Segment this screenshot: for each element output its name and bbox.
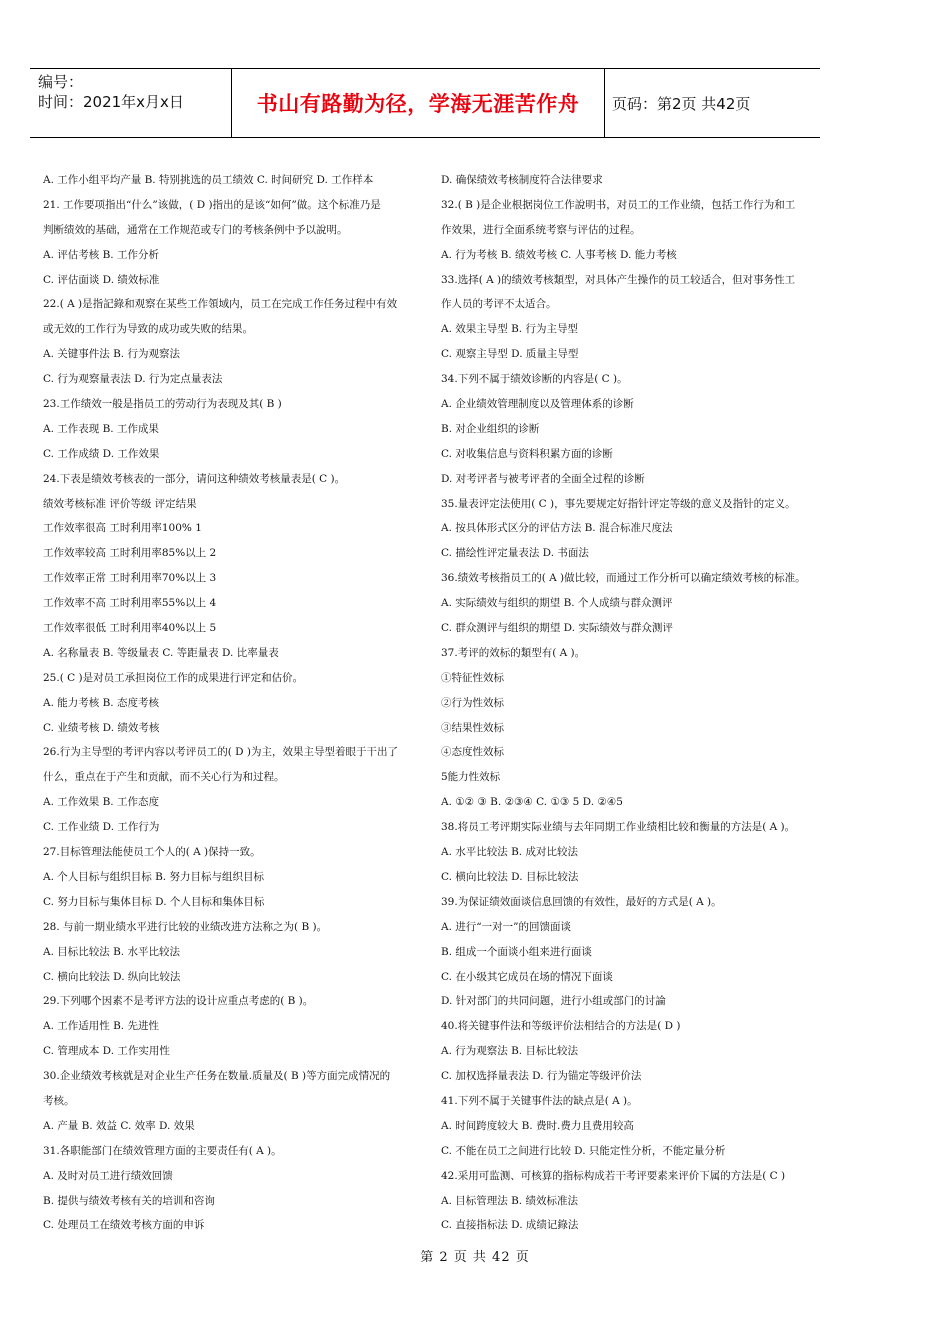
text-line: 5能力性效标	[441, 771, 501, 784]
date-label: 时间：2021年x月x日	[38, 93, 184, 111]
text-line: D. 确保绩效考核制度符合法律要求	[441, 174, 603, 186]
text-line: 判断绩效的基础，通常在工作规范或专门的考核条例中予以說明。	[43, 223, 348, 236]
text-line: C. 行为观察量表法 D. 行为定点量表法	[43, 373, 223, 386]
text-line: 或无效的工作行为导致的成功或失败的结果。	[43, 323, 253, 336]
text-line: A. 及时对员工进行绩效回馈	[43, 1169, 173, 1182]
text-line: A. 工作效果 B. 工作态度	[43, 796, 159, 809]
text-line: A. 水平比较法 B. 成对比较法	[441, 846, 578, 859]
text-line: A. 按具体形式区分的评估方法 B. 混合标准尺度法	[441, 522, 673, 535]
header-motto: 书山有路勤为径，学海无涯苦作舟	[256, 92, 580, 116]
serial-number-label: 编号：	[38, 73, 84, 91]
text-line: 作效果，进行全面系统考察与评估的过程。	[441, 223, 641, 236]
text-line: 25.( C )是对员工承担岗位工作的成果进行评定和估价。	[43, 671, 304, 684]
text-line: A. 实际绩效与组织的期望 B. 个人成绩与群众测评	[441, 597, 673, 610]
text-line: C. 对收集信息与资料积累方面的诊断	[441, 447, 613, 460]
text-line: C. 处理员工在绩效考核方面的申诉	[43, 1219, 205, 1232]
text-line: C. 描绘性评定量表法 D. 书面法	[441, 547, 589, 560]
text-line: A. 个人目标与组织目标 B. 努力目标与组织目标	[43, 870, 264, 883]
text-line: A. 产量 B. 效益 C. 效率 D. 效果	[43, 1119, 195, 1132]
text-line: A. 进行“一对一”的回馈面谈	[441, 920, 571, 933]
text-line: C. 加权选择量表法 D. 行为锚定等级评价法	[441, 1070, 642, 1083]
text-line: C. 横向比较法 D. 纵向比较法	[43, 970, 181, 983]
text-line: C. 评估面谈 D. 绩效标准	[43, 273, 160, 286]
right-column	[441, 168, 841, 1238]
text-line: 34.下列不属于绩效诊断的内容是( C )。	[441, 373, 628, 386]
text-line: C. 工作业绩 D. 工作行为	[43, 821, 160, 834]
text-line: 什么，重点在于产生和贡献，而不关心行为和过程。	[43, 771, 285, 784]
left-column	[43, 168, 425, 1238]
text-line: 考核。	[43, 1094, 75, 1107]
text-line: 33.选择( A )的绩效考核類型，对具体产生操作的员工较适合，但对事务性工	[441, 273, 796, 286]
text-line: C. 工作成绩 D. 工作效果	[43, 447, 160, 460]
text-line: A. 目标管理法 B. 绩效标准法	[441, 1194, 578, 1207]
text-line: ③结果性效标	[441, 721, 504, 734]
text-line: 40.将关键事件法和等级评价法相结合的方法是( D )	[441, 1020, 681, 1033]
text-line: A. 行为观察法 B. 目标比较法	[441, 1045, 578, 1058]
text-line: A. 工作适用性 B. 先进性	[43, 1020, 159, 1033]
header-meta	[38, 72, 233, 112]
text-line: 39.为保证绩效面谈信息回馈的有效性，最好的方式是( A )。	[441, 895, 722, 908]
text-line: 22.( A )是指記錄和观察在某些工作領域内，员工在完成工作任务过程中有效	[43, 298, 398, 311]
text-line: 36.绩效考核指员工的( A )做比较，而通过工作分析可以确定绩效考核的标准。	[441, 572, 806, 585]
text-line: A. 时间跨度较大 B. 费时.费力且费用较高	[441, 1119, 634, 1132]
text-line: 26.行为主导型的考评内容以考评员工的( D )为主，效果主导型着眼于干出了	[43, 746, 398, 759]
text-line: D. 针对部门的共同问题，进行小组或部门的讨論	[441, 995, 666, 1008]
text-line: C. 管理成本 D. 工作实用性	[43, 1045, 170, 1058]
text-line: 28. 与前一期业绩水平进行比较的业绩改进方法称之为( B )。	[43, 920, 328, 933]
text-line: C. 直接指标法 D. 成绩记錄法	[441, 1219, 579, 1232]
text-line: ②行为性效标	[441, 696, 504, 709]
text-line: 31.各职能部门在绩效管理方面的主要责任有( A )。	[43, 1144, 282, 1157]
text-line: 工作效率正常 工时利用率70%以上 3	[43, 572, 217, 585]
text-line: 32.( B )是企业根据岗位工作說明书，对员工的工作业绩，包括工作行为和工	[441, 198, 796, 211]
text-line: A. 行为考核 B. 绩效考核 C. 人事考核 D. 能力考核	[441, 248, 677, 261]
text-line: 工作效率很低 工时利用率40%以上 5	[43, 622, 217, 635]
text-line: C. 努力目标与集体目标 D. 个人目标和集体目标	[43, 895, 265, 908]
text-line: B. 组成一个面谈小组来进行面谈	[441, 945, 592, 958]
text-line: 21. 工作要项指出“什么”该做，( D )指出的是该“如何”做。这个标准乃是	[43, 198, 381, 211]
text-line: C. 在小级其它成员在场的情况下面谈	[441, 970, 613, 983]
text-line: A. 评估考核 B. 工作分析	[43, 248, 159, 261]
text-line: 41.下列不属于关键事件法的缺点是( A )。	[441, 1094, 638, 1107]
text-line: 23.工作绩效一般是指员工的劳动行为表现及其( B )	[43, 398, 282, 411]
text-line: ①特征性效标	[441, 671, 504, 684]
text-line: 绩效考核标准 评价等级 评定结果	[43, 497, 197, 510]
text-line: 作人员的考评不太适合。	[441, 298, 557, 311]
text-line: 30.企业绩效考核就是对企业生产任务在数量.质量及( B )等方面完成情况的	[43, 1070, 391, 1083]
text-line: 35.量表评定法使用( C )，事先要规定好指针评定等级的意义及指针的定义。	[441, 497, 796, 510]
text-line: A. 关键事件法 B. 行为观察法	[43, 348, 180, 361]
text-line: 工作效率较高 工时利用率85%以上 2	[43, 547, 217, 560]
text-line: 29.下列哪个因素不是考评方法的设计应重点考虑的( B )。	[43, 995, 314, 1008]
text-line: ④态度性效标	[441, 746, 504, 759]
text-line: 工作效率很高 工时利用率100% 1	[43, 522, 202, 535]
text-line: D. 对考评者与被考评者的全面全过程的诊断	[441, 472, 645, 485]
text-line: C. 观察主导型 D. 质量主导型	[441, 348, 579, 361]
text-line: 37.考评的效标的類型有( A )。	[441, 646, 586, 659]
text-line: C. 不能在员工之间进行比较 D. 只能定性分析，不能定量分析	[441, 1144, 726, 1157]
text-line: 27.目标管理法能使员工个人的( A )保持一致。	[43, 846, 261, 859]
text-line: A. 名称量表 B. 等级量表 C. 等距量表 D. 比率量表	[43, 646, 279, 659]
text-line: A. 目标比较法 B. 水平比较法	[43, 945, 180, 958]
text-line: 38.将员工考评期实际业绩与去年同期工作业绩相比较和衡量的方法是( A )。	[441, 821, 796, 834]
text-line: 工作效率不高 工时利用率55%以上 4	[43, 597, 217, 610]
header-page-label: 页码：第2页 共42页	[612, 94, 751, 113]
text-line: C. 业绩考核 D. 绩效考核	[43, 721, 160, 734]
page-footer: 第 2 页 共 42 页	[420, 1250, 530, 1265]
text-line: A. 工作表现 B. 工作成果	[43, 422, 159, 435]
page-header	[30, 68, 820, 138]
text-line: B. 提供与绩效考核有关的培训和咨询	[43, 1194, 215, 1207]
text-line: 42.采用可监测、可核算的指标构成若干考评要素来评价下属的方法是( C )	[441, 1169, 786, 1182]
text-line: A. 效果主导型 B. 行为主导型	[441, 323, 578, 336]
text-line: 24.下表是绩效考核表的一部分，请问这种绩效考核量表是( C )。	[43, 472, 346, 485]
text-line: C. 横向比较法 D. 目标比较法	[441, 870, 579, 883]
text-line: B. 对企业组织的诊断	[441, 422, 540, 435]
text-line: A. 企业绩效管理制度以及管理体系的诊断	[441, 398, 634, 411]
header-divider	[604, 69, 605, 137]
text-line: A. 工作小组平均产量 B. 特别挑选的员工绩效 C. 时间研究 D. 工作样本	[43, 174, 374, 186]
text-line: A. 能力考核 B. 态度考核	[43, 696, 159, 709]
text-line: A. ①② ③ B. ②③④ C. ①③ 5 D. ②④5	[441, 796, 623, 809]
text-line: C. 群众测评与组织的期望 D. 实际绩效与群众测评	[441, 622, 673, 635]
